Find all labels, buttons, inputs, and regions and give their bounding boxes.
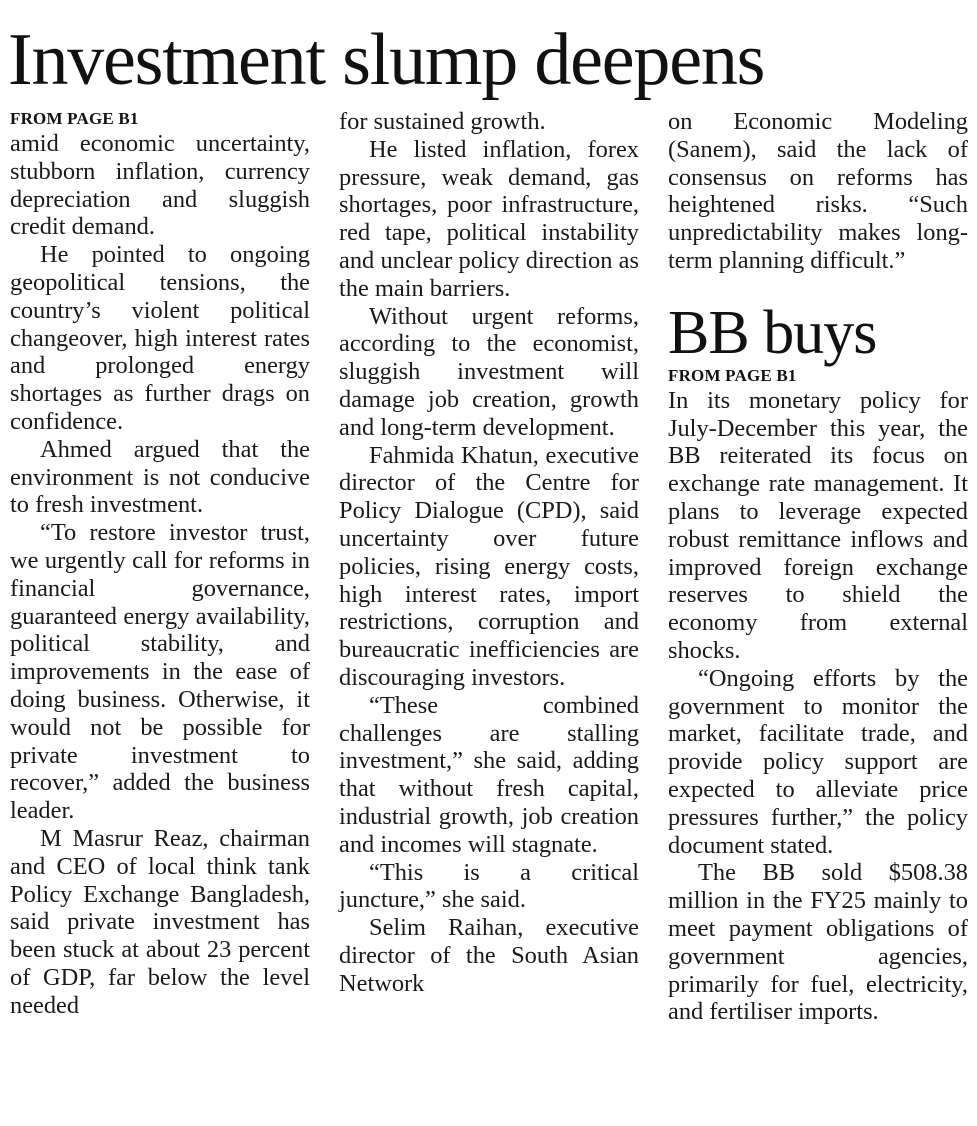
article-column-2 [339,108,639,998]
article-column-3 [668,108,968,1026]
paragraph: The BB sold $508.38 million in the FY25 mainly to meet payment obligations of government agencies, primarily for fuel, electricity, and fertiliser imports. [668,859,968,1026]
paragraph: “To restore investor trust, we urgently call for reforms in financial governance, guaranteed energy availability, political stability, and improvements in the ease of doing business. Otherwise, it would not be possible for private investment to recover,” added the business leader. [10,519,310,825]
paragraph: Fahmida Khatun, executive director of the Centre for Policy Dialogue (CPD), said uncertainty over future policies, rising energy costs, high interest rates, import restrictions, corruption and bureaucratic inefficiencies are discouraging investors. [339,441,639,691]
paragraph: on Economic Modeling (Sanem), said the lack of consensus on reforms has heightened risks. “Such unpredictability makes long-term planning difficult.” [668,108,968,274]
paragraph: for sustained growth. [339,108,546,135]
article-column-1 [10,108,310,1020]
paragraph: “These combined challenges are stalling investment,” she said, adding that without fresh capital, industrial growth, job creation and incomes will stagnate. [339,691,639,858]
paragraph: In its monetary policy for July-December this year, the BB reiterated its focus on exchange rate management. It plans to leverage expected robust remittance inflows and improved foreign exchange reserves to shield the economy from external shocks. [668,386,968,664]
paragraph: amid economic uncertainty, stubborn inflation, currency depreciation and sluggish credit demand. [10,130,310,241]
paragraph: M Masrur Reaz, chairman and CEO of local think tank Policy Exchange Bangladesh, said private investment has been stuck at about 23 percent of GDP, far below the level needed [10,824,310,1019]
paragraph: “This is a critical juncture,” she said. [339,858,639,914]
paragraph: Selim Raihan, executive director of the South Asian Network [339,914,639,997]
paragraph: He listed inflation, forex pressure, weak demand, gas shortages, poor infrastructure, red tape, political instability and unclear policy direction as the main barriers. [339,135,639,302]
paragraph: He pointed to ongoing geopolitical tensions, the country’s violent political changeover, high interest rates and prolonged energy shortages as further drags on confidence. [10,241,310,435]
paragraph: “Ongoing efforts by the government to monitor the market, facilitate trade, and provide policy support are expected to alleviate price pressures further,” the policy document stated. [668,664,968,859]
jump-label: FROM PAGE B1 [10,109,139,128]
second-article-headline: BB buys [668,298,877,367]
second-article-jump-label: FROM PAGE B1 [668,365,797,385]
main-headline: Investment slump deepens [8,19,765,101]
paragraph: Without urgent reforms, according to the economist, sluggish investment will damage job creation, growth and long-term development. [339,302,639,441]
paragraph: Ahmed argued that the environment is not conducive to fresh investment. [10,435,310,519]
